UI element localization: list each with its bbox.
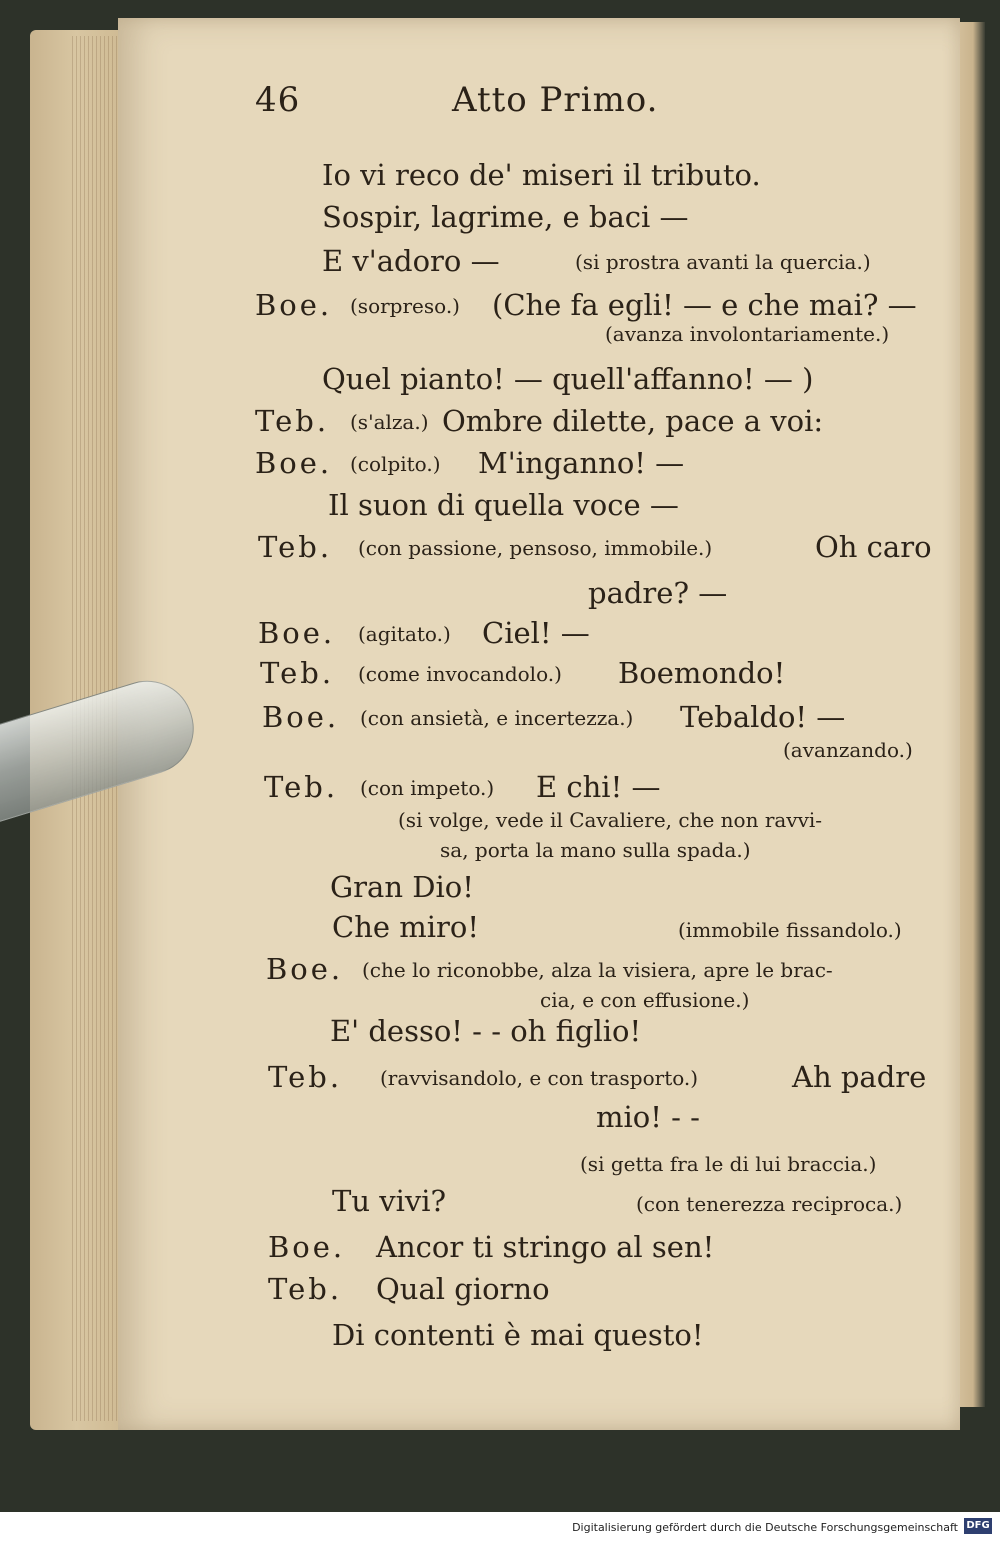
funding-credit: Digitalisierung gefördert durch die Deutsche Forschungsgemeinschaft: [572, 1521, 958, 1534]
verse-line: Boemondo!: [618, 656, 786, 690]
speaker-label: Boe.: [255, 288, 333, 322]
stage-direction: sa, porta la mano sulla spada.): [440, 838, 751, 862]
stage-direction: (con impeto.): [360, 776, 495, 800]
running-title: Atto Primo.: [452, 80, 659, 120]
speaker-label: Boe.: [262, 700, 340, 734]
verse-line: E v'adoro —: [322, 244, 500, 278]
verse-line: E chi! —: [536, 770, 661, 804]
stage-direction: (si volge, vede il Cavaliere, che non ravvi-: [398, 808, 823, 832]
verse-line: Ah padre: [792, 1060, 927, 1094]
verse-line: Ciel! —: [482, 616, 590, 650]
verse-line: padre? —: [588, 576, 728, 610]
speaker-label: Boe.: [258, 616, 336, 650]
verse-line: mio! - -: [596, 1100, 700, 1134]
speaker-label: Teb.: [255, 404, 330, 438]
verse-line: Che miro!: [332, 910, 479, 944]
verse-line: Ombre dilette, pace a voi:: [442, 404, 824, 438]
verse-line: (Che fa egli! — e che mai? —: [492, 288, 917, 322]
verse-line: Tu vivi?: [332, 1184, 447, 1218]
stage-direction: (si getta fra le di lui braccia.): [580, 1152, 877, 1176]
stage-direction: (agitato.): [358, 622, 451, 646]
verse-line: Il suon di quella voce —: [328, 488, 679, 522]
stage-direction: (con passione, pensoso, immobile.): [358, 536, 713, 560]
speaker-label: Teb.: [264, 770, 339, 804]
stage-direction: (con tenerezza reciproca.): [636, 1192, 903, 1216]
stage-direction: (avanza involontariamente.): [605, 322, 890, 346]
stage-direction: (ravvisandolo, e con trasporto.): [380, 1066, 699, 1090]
verse-line: Ancor ti stringo al sen!: [376, 1230, 715, 1264]
speaker-label: Teb.: [258, 530, 333, 564]
stage-direction: (che lo riconobbe, alza la visiera, apre le brac-: [362, 958, 833, 982]
speaker-label: Teb.: [268, 1060, 343, 1094]
dfg-logo: DFG: [964, 1518, 992, 1534]
stage-direction: (s'alza.): [350, 410, 429, 434]
verse-line: Quel pianto! — quell'affanno! — ): [322, 362, 814, 396]
verse-line: Sospir, lagrime, e baci —: [322, 200, 689, 234]
verse-line: Io vi reco de' miseri il tributo.: [322, 158, 761, 192]
stage-direction: (immobile fissandolo.): [678, 918, 902, 942]
speaker-label: Boe.: [268, 1230, 346, 1264]
verse-line: Oh caro: [815, 530, 932, 564]
speaker-label: Boe.: [255, 446, 333, 480]
verse-line: Tebaldo! —: [680, 700, 846, 734]
stage-direction: (si prostra avanti la quercia.): [575, 250, 871, 274]
stage-direction: (con ansietà, e incertezza.): [360, 706, 634, 730]
verse-line: E' desso! - - oh figlio!: [330, 1014, 642, 1048]
speaker-label: Teb.: [260, 656, 335, 690]
verse-line: Gran Dio!: [330, 870, 474, 904]
stage-direction: (colpito.): [350, 452, 441, 476]
page-number: 46: [255, 80, 301, 120]
stage-direction: (avanzando.): [783, 738, 913, 762]
verse-line: Di contenti è mai questo!: [332, 1318, 704, 1352]
verse-line: M'inganno! —: [478, 446, 685, 480]
stage-direction: (come invocandolo.): [358, 662, 562, 686]
verse-line: Qual giorno: [376, 1272, 550, 1306]
stage-direction: cia, e con effusione.): [540, 988, 750, 1012]
speaker-label: Boe.: [266, 952, 344, 986]
speaker-label: Teb.: [268, 1272, 343, 1306]
stage-direction: (sorpreso.): [350, 294, 460, 318]
